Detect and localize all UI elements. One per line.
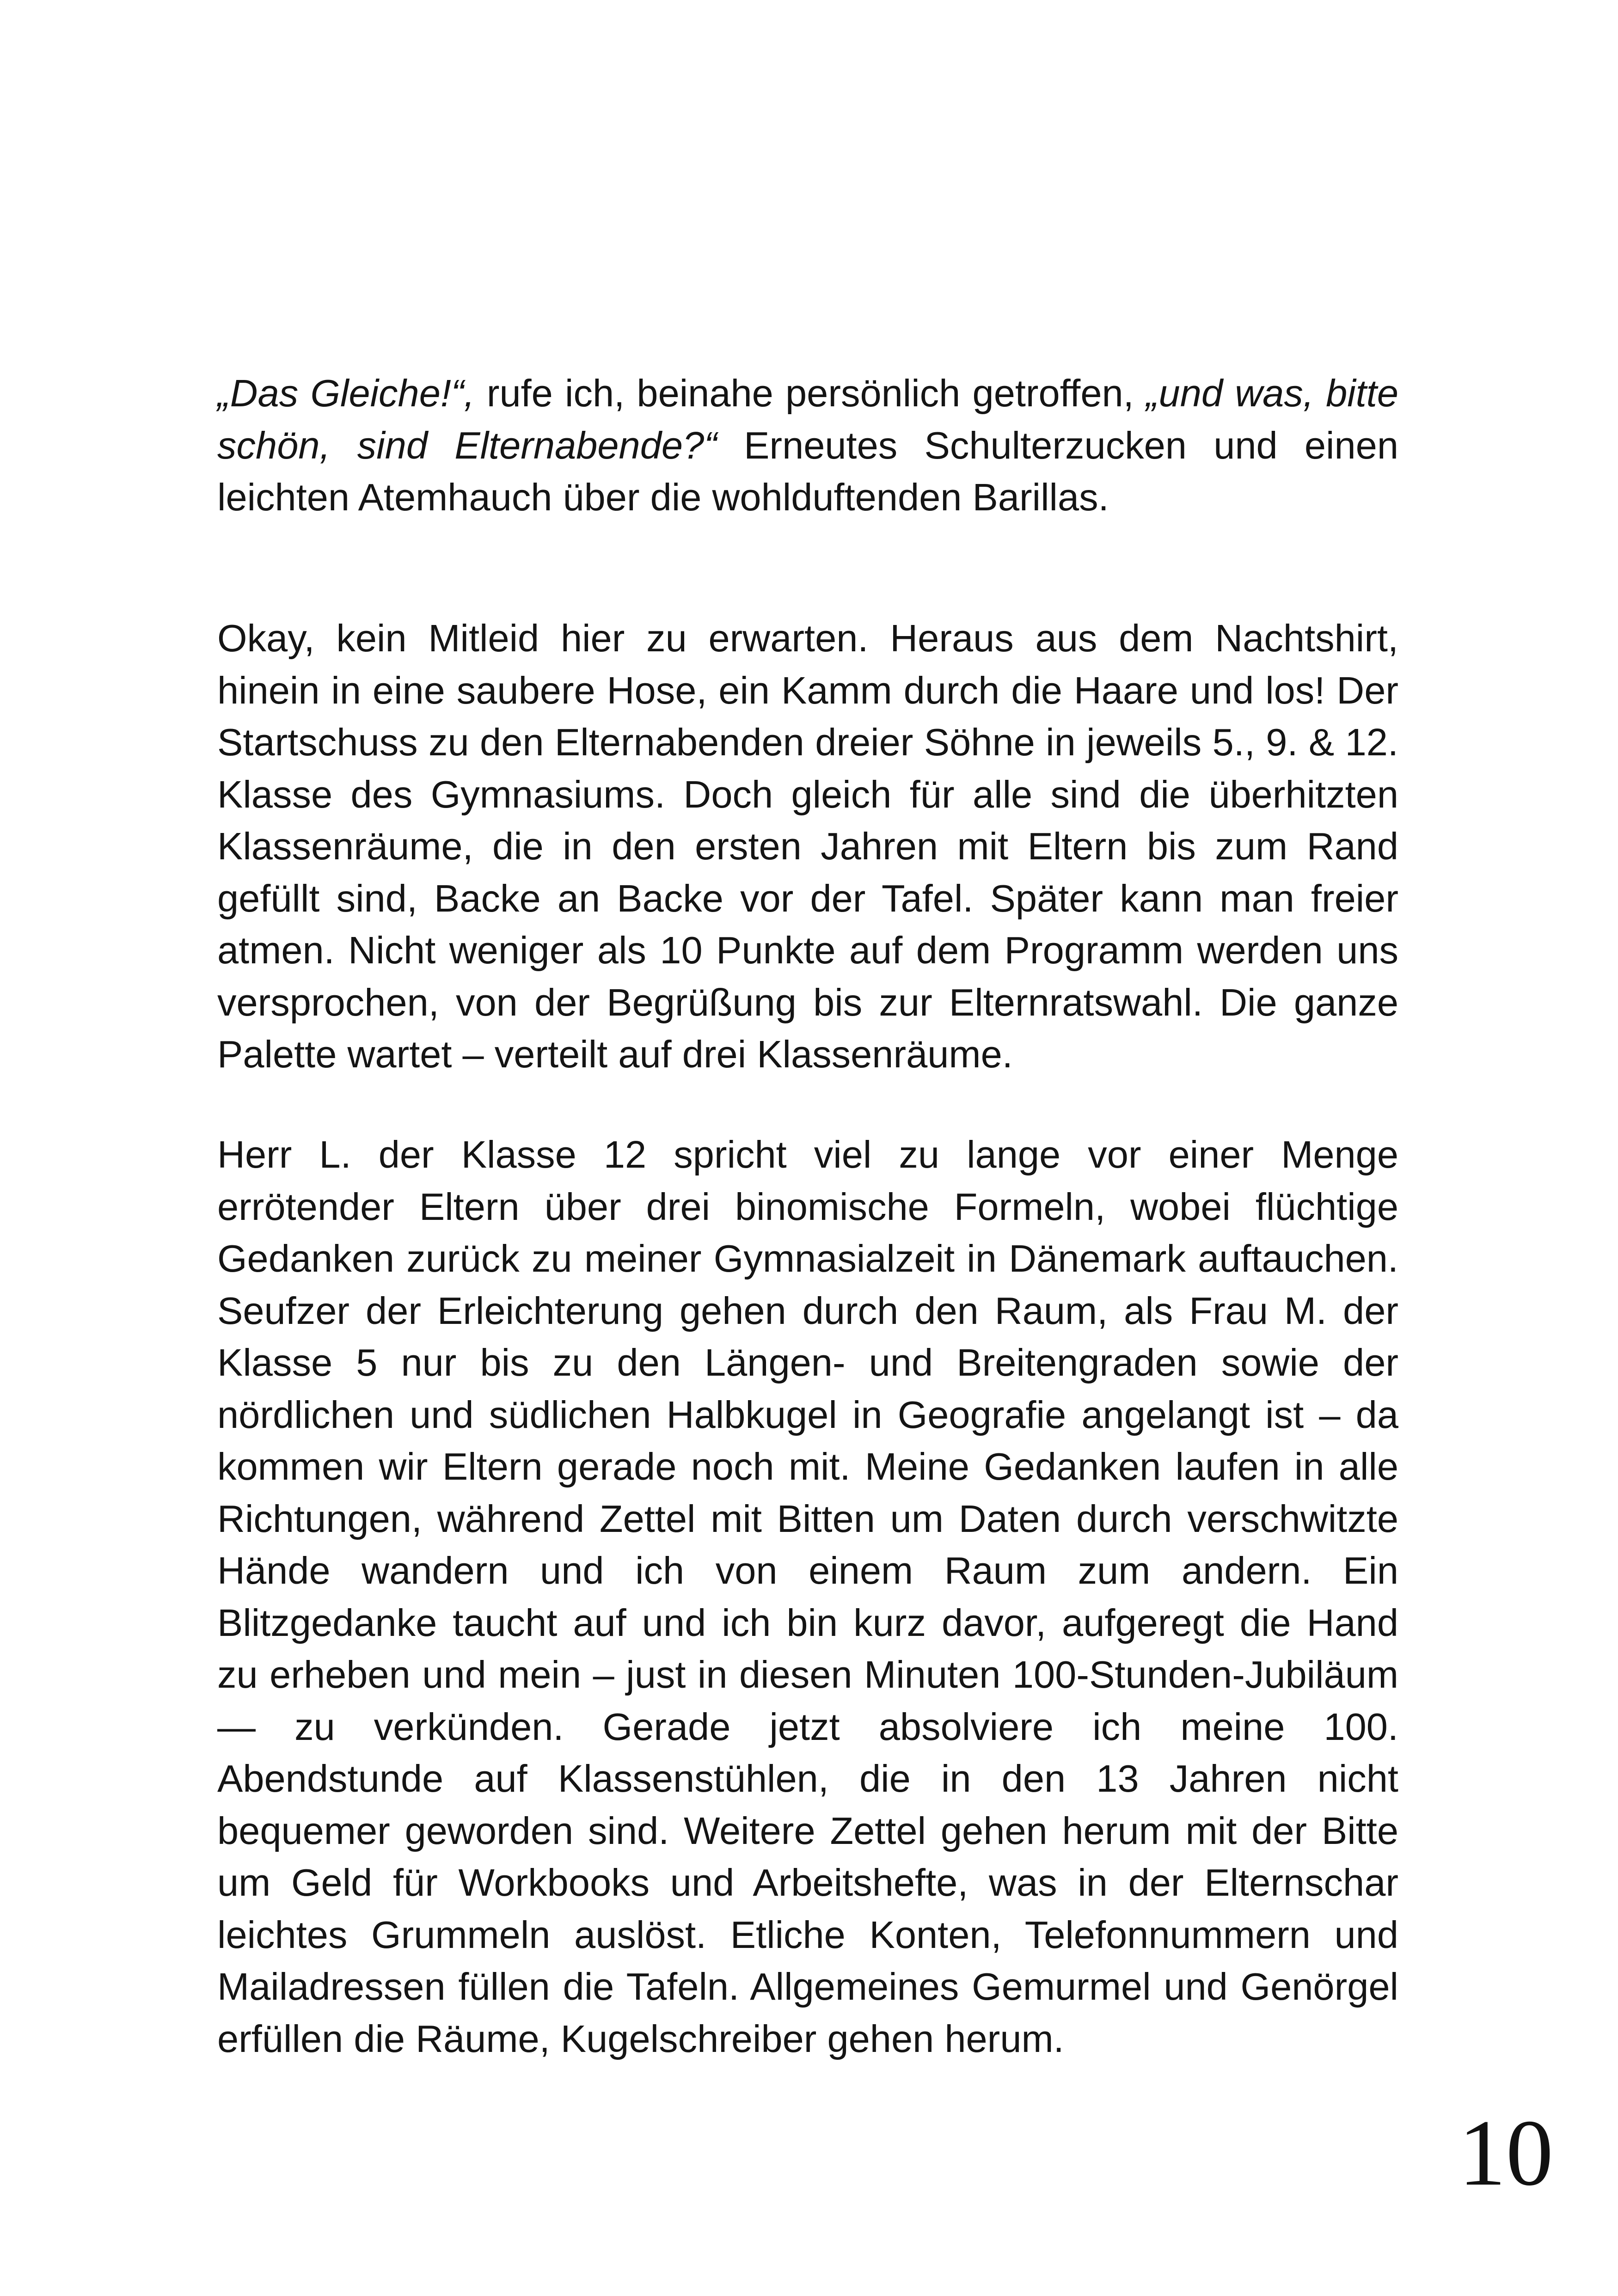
paragraph-1-text-1: rufe ich, beinahe persönlich getroffen, [474,372,1146,415]
paragraph-3-text: Herr L. der Klasse 12 spricht viel zu lange vor einer Menge errötender Eltern über drei binomische Formeln, wobei flüchtige Gedanken zurück zu meiner Gymnasialzeit in Dänemark auftauchen. Seufzer der Erleichterung gehen durch den Raum, als Frau M. der Klasse 5 nur bis zu den Längen- und Breitengraden sowie der nördlichen und südlichen Halbkugel in Geografie angelangt ist – da kommen wir Eltern gerade noch mit. Meine Gedanken laufen in alle Richtungen, während Zettel mit Bitten um Daten durch verschwitzte Hände wandern und ich von einem Raum zum andern. Ein Blitzgedanke taucht auf und ich bin kurz davor, aufgeregt die Hand zu erheben und mein – just in diesen Minuten 100-Stunden-Jubiläum — zu verkünden. Gerade jetzt absolviere ich meine 100. Abendstunde auf Klassenstühlen, die in den 13 Jahren nicht bequemer geworden sind. Weitere Zettel gehen herum mit der Bitte um Geld für Workbooks und Arbeitshefte, was in der Elternschar leichtes Grummeln auslöst. Etliche Konten, Telefonnummern und Mailadressen füllen die Tafeln. Allgemeines Gemurmel und Genörgel erfüllen die Räume, Kugelschreiber gehen herum. [217,1133,1398,2060]
quote-das-gleiche: „Das Gleiche!“, [217,372,475,415]
quote-elternabende: „und was, bitte schön, sind Elternabende?“ [217,372,1398,467]
paragraph-1 [217,367,1398,524]
paragraph-2 [217,612,1398,1081]
page-number: 10 [1459,2100,1553,2205]
paragraph-1-text-2: Erneutes Schulterzucken und einen leichten Atemhauch über die wohlduftenden Barillas. [217,423,1398,519]
paragraph-3 [217,1129,1398,2065]
paragraph-2-text: Okay, kein Mitleid hier zu erwarten. Heraus aus dem Nachtshirt, hinein in eine saubere Hose, ein Kamm durch die Haare und los! Der Startschuss zu den Elternabenden dreier Söhne in jeweils 5., 9. & 12. Klasse des Gymnasiums. Doch gleich für alle sind die überhitzten Klassenräume, die in den ersten Jahren mit Eltern bis zum Rand gefüllt sind, Backe an Backe vor der Tafel. Später kann man freier atmen. Nicht weniger als 10 Punkte auf dem Programm werden uns versprochen, von der Begrüßung bis zur Elternratswahl. Die ganze Palette wartet – verteilt auf drei Klassenräume. [217,617,1398,1076]
